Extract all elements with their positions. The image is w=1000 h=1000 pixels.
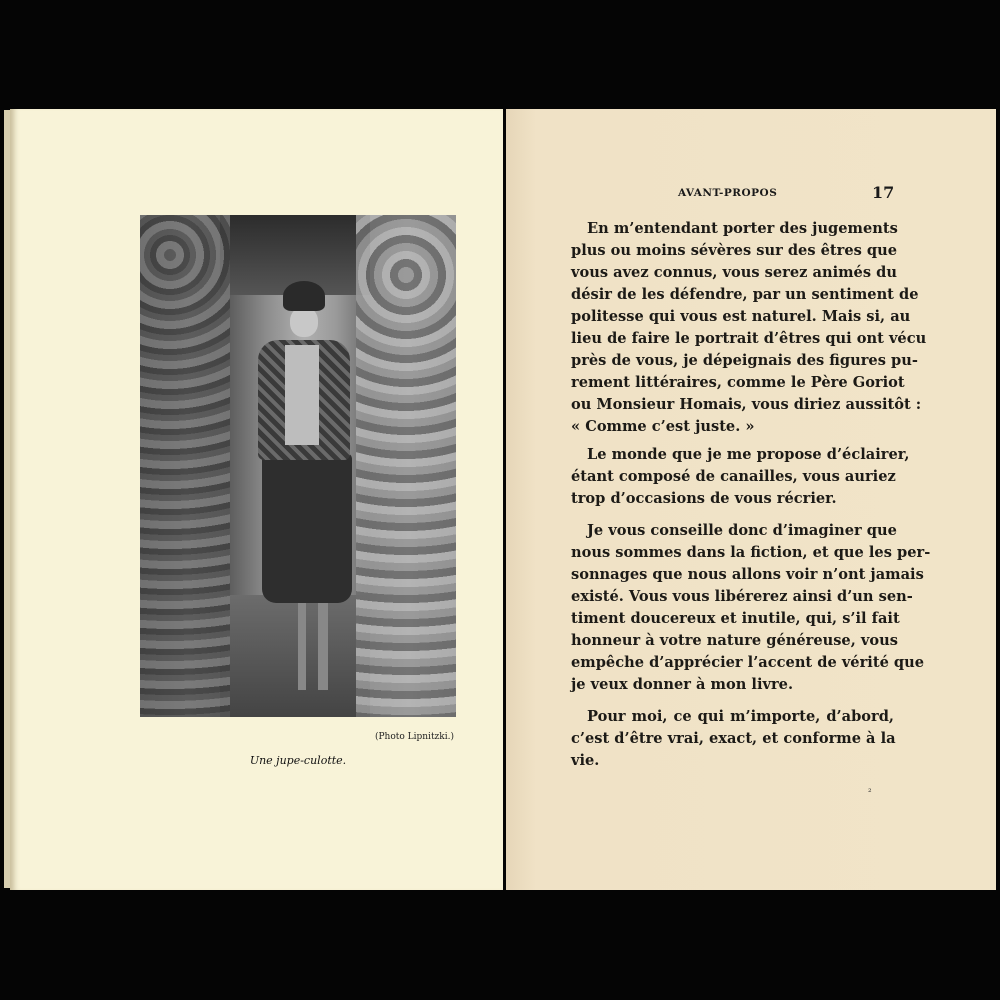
text-line: ou Monsieur Homais, vous diriez aussitôt :: [571, 396, 922, 413]
text-line: c’est d’être vrai, exact, et conforme à la: [571, 730, 896, 747]
text-line: rement littéraires, comme le Père Goriot: [571, 374, 905, 391]
text-line: Pour moi, ce qui m’importe, d’abord,: [587, 708, 894, 725]
text-line: désir de les défendre, par un sentiment de: [571, 286, 919, 303]
text-line: lieu de faire le portrait d’êtres qui ont vécu: [571, 330, 927, 347]
text-line: étant composé de canailles, vous auriez: [571, 468, 896, 485]
text-line: trop d’occasions de vous récrier.: [571, 490, 837, 507]
photo-figure-skirt: [262, 453, 352, 603]
body-text: [571, 218, 931, 772]
photo-curtain-left: [140, 215, 230, 717]
text-line: je veux donner à mon livre.: [571, 676, 794, 693]
page-number: 17: [872, 183, 895, 202]
text-line: timent doucereux et inutile, qui, s’il fait: [571, 610, 900, 627]
photo-floor: [220, 595, 370, 717]
photo-figure-face: [290, 307, 318, 337]
photo-figure-legs: [298, 600, 328, 690]
text-line: honneur à votre nature généreuse, vous: [571, 632, 898, 649]
text-line: vie.: [571, 752, 600, 769]
running-head: AVANT-PROPOS: [678, 187, 778, 199]
text-line: nous sommes dans la fiction, et que les per-: [571, 544, 931, 561]
text-line: vous avez connus, vous serez animés du: [571, 264, 897, 281]
photo-credit: (Photo Lipnitzki.): [374, 732, 454, 742]
photo-figure-hat: [283, 281, 325, 311]
photo-caption: Une jupe-culotte.: [249, 754, 347, 767]
text-line: plus ou moins sévères sur des êtres que: [571, 242, 898, 259]
photograph-woman-in-jupe-culotte: [140, 215, 456, 717]
photo-curtain-right: [356, 215, 456, 717]
text-line: Je vous conseille donc d’imaginer que: [587, 522, 897, 539]
text-line: empêche d’apprécier l’accent de vérité que: [571, 654, 925, 671]
signature-mark: ²: [868, 788, 872, 798]
text-line: En m’entendant porter des jugements: [587, 220, 898, 237]
text-line: « Comme c’est juste. »: [571, 418, 755, 435]
photo-figure-blouse: [285, 345, 319, 445]
text-line: sonnages que nous allons voir n’ont jamais: [571, 566, 924, 583]
text-line: politesse qui vous est naturel. Mais si, au: [571, 308, 911, 325]
text-line: existé. Vous vous libérerez ainsi d’un sen-: [571, 588, 913, 605]
text-line: près de vous, je dépeignais des figures pu-: [571, 352, 918, 369]
text-line: Le monde que je me propose d’éclairer,: [587, 446, 910, 463]
